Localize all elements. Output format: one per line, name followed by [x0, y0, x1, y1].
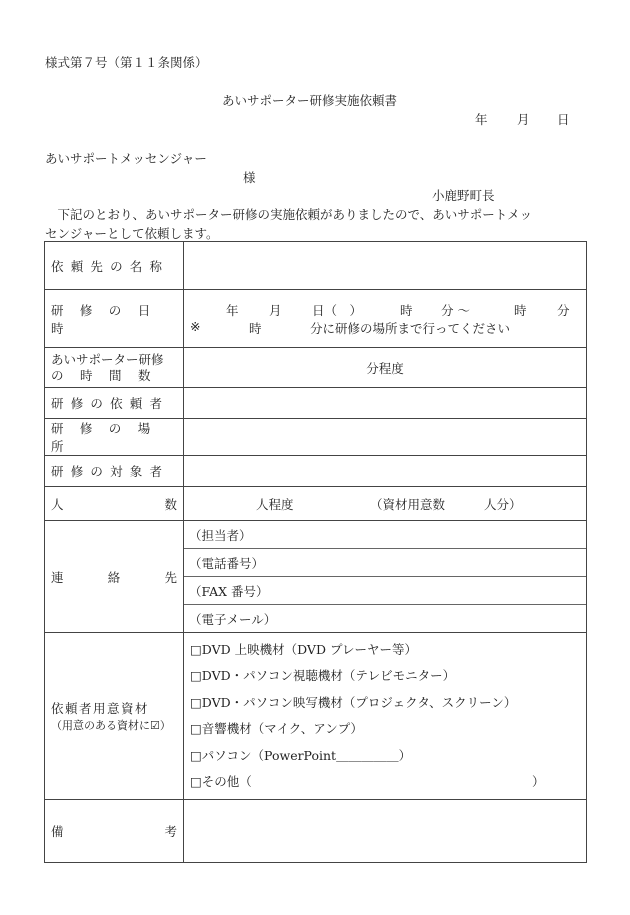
venue-label — [45, 419, 184, 456]
remarks-label-left: 備 — [51, 824, 64, 839]
fax-field[interactable] — [184, 577, 586, 605]
end-minute: 分 — [557, 302, 570, 318]
training-hours-field[interactable] — [184, 348, 587, 388]
equipment-label — [45, 633, 184, 800]
venue-field[interactable] — [184, 419, 587, 456]
document-title: あいサポーター研修実施依頼書 — [222, 93, 398, 108]
date-year: 年 — [226, 302, 239, 318]
email-field[interactable] — [184, 605, 586, 632]
training-hours-label — [45, 348, 184, 388]
checkbox-tv-monitor[interactable]: □DVD・パソコン視聴機材（テレビモニター） — [190, 668, 456, 683]
contact-person-field[interactable] — [184, 521, 586, 549]
sender: 小鹿野町長 — [432, 188, 495, 203]
checkbox-audio[interactable]: □音響機材（マイク、アンプ） — [190, 721, 363, 736]
date-day-weekday: 日（ ） — [312, 302, 363, 318]
contact-label-text — [51, 568, 177, 586]
headcount-label-left: 人 — [51, 496, 64, 512]
headcount-label-text — [51, 495, 177, 513]
start-minute: 分 ～ — [441, 302, 470, 318]
remarks-label-text — [51, 822, 177, 840]
contact-label-mid: 絡 — [107, 569, 121, 585]
equipment-label-text: 依頼者用意資材 — [51, 701, 150, 716]
remarks-label-right: 考 — [164, 824, 177, 839]
client-name-label-text — [51, 257, 177, 275]
row-training-hours — [45, 348, 587, 388]
training-date-line-2 — [190, 319, 580, 337]
date-month-label: 月 — [517, 112, 530, 127]
audience-label — [45, 456, 184, 487]
requester-label — [45, 388, 184, 419]
arrival-instruction: 分に研修の場所まで行ってください — [310, 320, 511, 336]
training-date-label — [45, 290, 184, 348]
start-hour: 時 — [400, 302, 413, 318]
equipment-checklist — [184, 633, 587, 800]
headcount-label — [45, 487, 184, 521]
row-client-name — [45, 242, 587, 290]
contact-label — [45, 521, 184, 633]
venue-label-text: 研修の場所 — [51, 421, 167, 454]
requester-field[interactable] — [184, 388, 587, 419]
fax-label: （FAX 番号） — [189, 583, 269, 599]
materials-count-close: 人分） — [484, 496, 522, 512]
checkbox-other-close: ） — [532, 774, 545, 789]
end-hour: 時 — [514, 302, 527, 318]
email-label: （電子メール） — [189, 611, 277, 627]
checkbox-other[interactable] — [190, 769, 580, 796]
contact-person-label: （担当者） — [189, 527, 252, 543]
training-hours-label-line-1: あいサポーター研修 — [51, 351, 164, 367]
checkbox-dvd-player[interactable]: □DVD 上映機材（DVD プレーヤー等） — [190, 641, 417, 657]
contact-fields — [184, 521, 587, 633]
training-date-label-text: 研修の日時 — [51, 302, 167, 336]
headcount-people: 人程度 — [256, 496, 294, 512]
phone-field[interactable] — [184, 549, 586, 577]
row-training-date — [45, 290, 587, 348]
client-name-field[interactable] — [184, 242, 587, 290]
remarks-field[interactable] — [184, 800, 587, 863]
headcount-field[interactable] — [184, 487, 587, 521]
recipient: あいサポートメッセンジャー — [45, 151, 207, 166]
training-hours-label-line-2: の 時 間 数 — [51, 367, 153, 383]
client-name-label-chars: 依頼先の名称 — [51, 258, 170, 274]
headcount-line — [190, 495, 580, 513]
arrival-hour: 時 — [249, 320, 262, 336]
intro-line-2: センジャーとして依頼します。 — [45, 226, 219, 241]
headcount-label-right: 数 — [164, 496, 177, 512]
row-remarks — [45, 800, 587, 863]
audience-label-text: 研修の対象者 — [51, 464, 170, 479]
row-audience — [45, 456, 587, 487]
requester-label-text: 研修の依頼者 — [51, 396, 170, 411]
training-date-line-1 — [190, 301, 580, 319]
row-requester — [45, 388, 587, 419]
row-equipment — [45, 633, 587, 800]
equipment-label-note: （用意のある資材に☑） — [51, 719, 171, 732]
checkbox-other-label: □その他（ — [190, 774, 252, 789]
training-hours-unit: 分程度 — [366, 360, 404, 376]
materials-count-open: （資材用意数 — [370, 496, 446, 512]
date-year-label: 年 — [475, 112, 488, 127]
note-mark: ※ — [190, 318, 201, 334]
phone-label: （電話番号） — [189, 555, 265, 571]
contact-label-right: 先 — [164, 569, 177, 585]
request-form-table — [44, 241, 587, 863]
date-day-label: 日 — [557, 112, 570, 127]
client-name-label — [45, 242, 184, 290]
checkbox-projector[interactable]: □DVD・パソコン映写機材（プロジェクタ、スクリーン） — [190, 694, 517, 710]
row-headcount — [45, 487, 587, 521]
row-contact — [45, 521, 587, 633]
row-venue — [45, 419, 587, 456]
remarks-label — [45, 800, 184, 863]
contact-label-left: 連 — [51, 569, 64, 585]
date-month: 月 — [269, 302, 282, 318]
intro-line-1: 下記のとおり、あいサポーター研修の実施依頼がありましたので、あいサポートメッ — [45, 207, 533, 222]
training-date-field[interactable] — [184, 290, 587, 348]
honorific: 様 — [243, 170, 256, 185]
checkbox-pc[interactable]: □パソコン（PowerPoint＿＿＿＿＿） — [190, 747, 412, 763]
form-number: 様式第７号（第１１条関係） — [45, 55, 208, 70]
audience-field[interactable] — [184, 456, 587, 487]
